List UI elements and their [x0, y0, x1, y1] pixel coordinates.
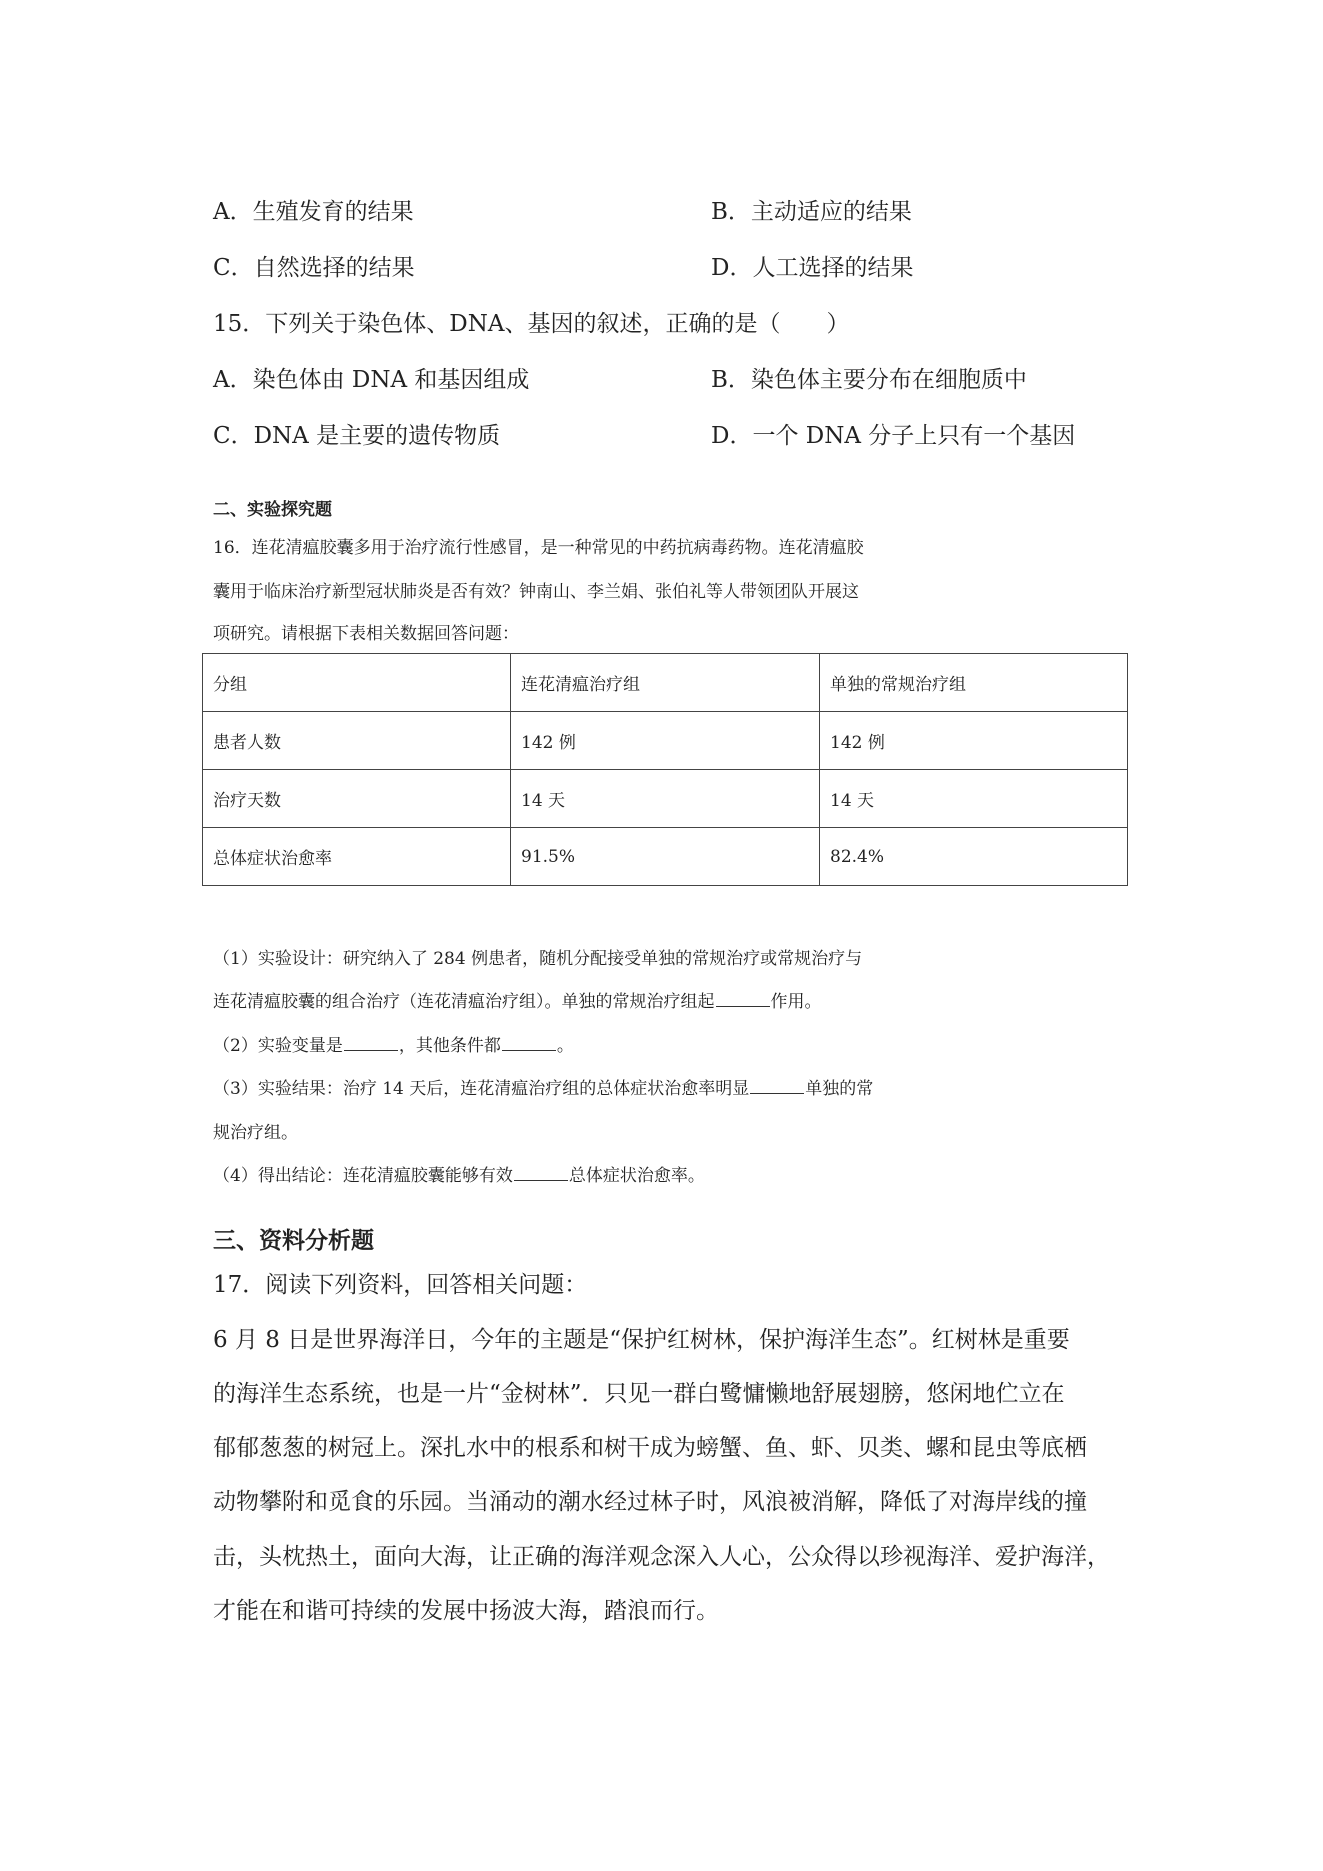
table-cell: 治疗天数: [203, 770, 511, 828]
table-cell: 142 例: [511, 712, 820, 770]
sub-question-2-text-c: 。: [556, 1036, 574, 1056]
table-row: [203, 828, 1128, 886]
q15-option-b: B．染色体主要分布在细胞质中: [711, 367, 1027, 393]
table-row: [203, 770, 1128, 828]
table-cell: 91.5%: [511, 828, 820, 886]
table-header-cell: 连花清瘟治疗组: [511, 654, 820, 712]
q15-option-d: D．一个 DNA 分子上只有一个基因: [711, 423, 1076, 449]
passage-line-3: 郁郁葱葱的树冠上。深扎水中的根系和树干成为螃蟹、鱼、虾、贝类、螺和昆虫等底栖: [213, 1435, 1087, 1461]
answer-blank[interactable]: [750, 1076, 804, 1094]
answer-blank[interactable]: [502, 1033, 556, 1051]
sub-question-2-text-b: ，其他条件都: [398, 1036, 501, 1056]
passage-line-1: 6 月 8 日是世界海洋日，今年的主题是“保护红树林，保护海洋生态”。红树林是重要: [213, 1327, 1070, 1353]
answer-blank[interactable]: [716, 989, 770, 1007]
table-header-cell: 分组: [203, 654, 511, 712]
q14-option-a: A．生殖发育的结果: [213, 199, 414, 225]
sub-question-3-text-a: （3）实验结果：治疗 14 天后，连花清瘟治疗组的总体症状治愈率明显: [213, 1079, 750, 1099]
sub-question-4: [213, 1161, 705, 1186]
q16-line-3: 项研究。请根据下表相关数据回答问题：: [213, 624, 519, 644]
answer-blank[interactable]: [514, 1163, 568, 1181]
sub-question-3-line-1: [213, 1074, 873, 1099]
results-table: [202, 653, 1128, 886]
table-cell: 总体症状治愈率: [203, 828, 511, 886]
table-row: [203, 712, 1128, 770]
q16-line-2: 囊用于临床治疗新型冠状肺炎是否有效？钟南山、李兰娟、张伯礼等人带领团队开展这: [213, 582, 859, 602]
sub-question-2-text-a: （2）实验变量是: [213, 1036, 343, 1056]
table-header-row: [203, 654, 1128, 712]
sub-question-1-text-b: 作用。: [770, 992, 822, 1012]
q15-stem: 15．下列关于染色体、DNA、基因的叙述，正确的是（ ）: [213, 311, 850, 337]
q15-option-a: A．染色体由 DNA 和基因组成: [213, 367, 530, 393]
section2-title: 二、实验探究题: [213, 500, 332, 520]
q15-option-c: C．DNA 是主要的遗传物质: [213, 423, 501, 449]
sub-question-4-text-b: 总体症状治愈率。: [568, 1166, 705, 1186]
sub-question-1-line-1: （1）实验设计：研究纳入了 284 例患者，随机分配接受单独的常规治疗或常规治疗与: [213, 949, 863, 969]
sub-question-1-line-2: [213, 987, 822, 1012]
table-cell: 142 例: [820, 712, 1128, 770]
passage-line-2: 的海洋生态系统，也是一片“金树林”．只见一群白鹭慵懒地舒展翅膀，悠闲地伫立在: [213, 1381, 1065, 1407]
passage-line-6: 才能在和谐可持续的发展中扬波大海，踏浪而行。: [213, 1598, 719, 1624]
sub-question-4-text-a: （4）得出结论：连花清瘟胶囊能够有效: [213, 1166, 513, 1186]
table-cell: 患者人数: [203, 712, 511, 770]
passage-line-5: 击，头枕热土，面向大海，让正确的海洋观念深入人心，公众得以珍视海洋、爱护海洋，: [213, 1544, 1110, 1570]
sub-question-3-text-b: 单独的常: [805, 1079, 874, 1099]
answer-blank[interactable]: [344, 1033, 398, 1051]
q14-option-b: B．主动适应的结果: [711, 199, 912, 225]
q17-stem: 17．阅读下列资料，回答相关问题：: [213, 1272, 588, 1298]
sub-question-2: [213, 1031, 574, 1056]
table-cell: 14 天: [820, 770, 1128, 828]
sub-question-1-text-a: 连花清瘟胶囊的组合治疗（连花清瘟治疗组）。单独的常规治疗组起: [213, 992, 715, 1012]
passage-line-4: 动物攀附和觅食的乐园。当涌动的潮水经过林子时，风浪被消解，降低了对海岸线的撞: [213, 1489, 1087, 1515]
table-header-cell: 单独的常规治疗组: [820, 654, 1128, 712]
q14-option-c: C．自然选择的结果: [213, 255, 415, 281]
q14-option-d: D．人工选择的结果: [711, 255, 914, 281]
q16-line-1: 16．连花清瘟胶囊多用于治疗流行性感冒，是一种常见的中药抗病毒药物。连花清瘟胶: [213, 538, 864, 558]
sub-question-3-line-2: 规治疗组。: [213, 1123, 298, 1143]
table-cell: 82.4%: [820, 828, 1128, 886]
table-cell: 14 天: [511, 770, 820, 828]
section3-title: 三、资料分析题: [213, 1227, 374, 1254]
